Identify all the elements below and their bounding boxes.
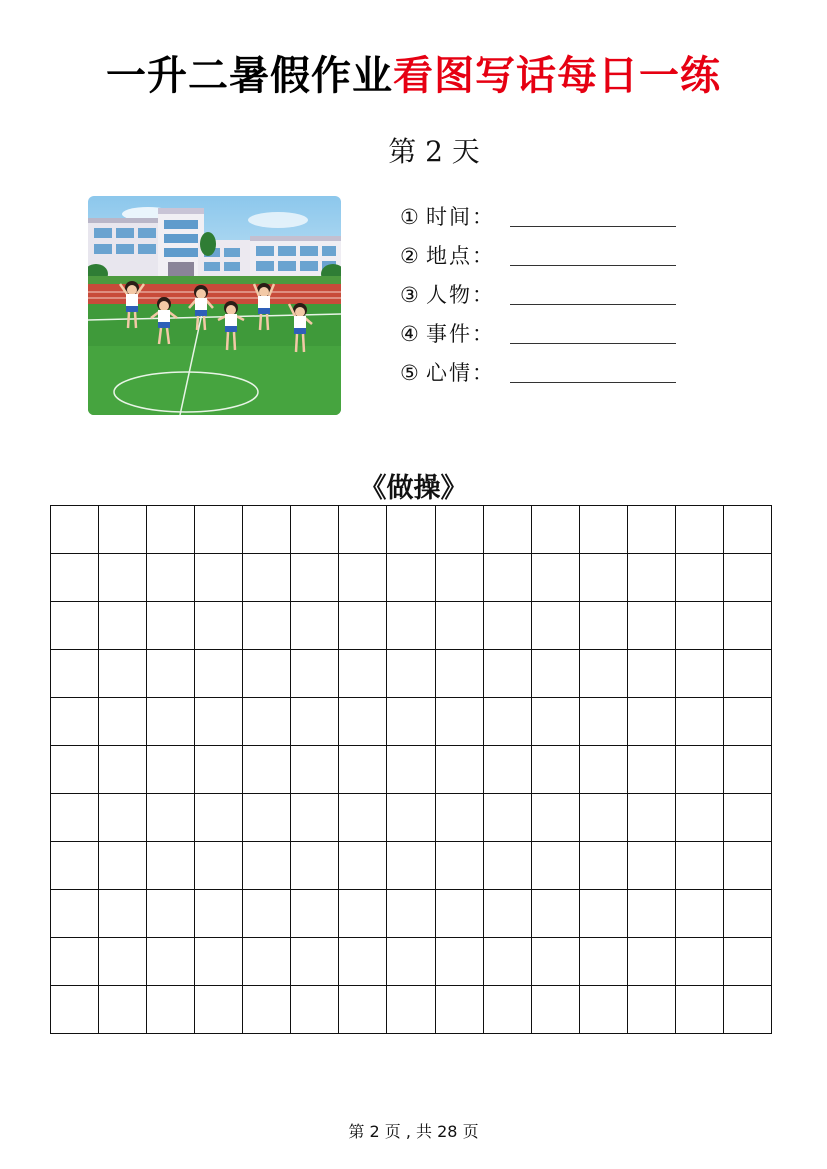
grid-cell[interactable]: [724, 842, 772, 890]
grid-cell[interactable]: [243, 986, 291, 1034]
grid-cell[interactable]: [339, 554, 387, 602]
grid-cell[interactable]: [724, 890, 772, 938]
grid-cell[interactable]: [339, 506, 387, 554]
grid-cell[interactable]: [99, 554, 147, 602]
grid-cell[interactable]: [291, 890, 339, 938]
grid-cell[interactable]: [387, 794, 435, 842]
answer-line[interactable]: [510, 343, 676, 344]
grid-cell[interactable]: [628, 746, 676, 794]
grid-cell[interactable]: [291, 554, 339, 602]
grid-cell[interactable]: [724, 986, 772, 1034]
grid-cell[interactable]: [195, 506, 243, 554]
grid-cell[interactable]: [243, 650, 291, 698]
grid-cell[interactable]: [51, 602, 99, 650]
grid-cell[interactable]: [436, 938, 484, 986]
grid-cell[interactable]: [243, 506, 291, 554]
grid-cell[interactable]: [436, 554, 484, 602]
grid-cell[interactable]: [51, 554, 99, 602]
grid-cell[interactable]: [532, 890, 580, 938]
children-doing-exercises-illustration: [88, 196, 341, 415]
grid-cell[interactable]: [387, 602, 435, 650]
grid-cell[interactable]: [195, 698, 243, 746]
grid-cell[interactable]: [339, 650, 387, 698]
grid-cell[interactable]: [387, 698, 435, 746]
question-mood: [400, 354, 700, 393]
grid-cell[interactable]: [724, 554, 772, 602]
grid-cell[interactable]: [99, 602, 147, 650]
grid-cell[interactable]: [532, 986, 580, 1034]
grid-cell[interactable]: [484, 938, 532, 986]
grid-cell[interactable]: [436, 506, 484, 554]
grid-cell[interactable]: [724, 506, 772, 554]
grid-cell[interactable]: [147, 890, 195, 938]
grid-cell[interactable]: [291, 842, 339, 890]
grid-cell[interactable]: [580, 602, 628, 650]
grid-cell[interactable]: [484, 986, 532, 1034]
grid-cell[interactable]: [339, 938, 387, 986]
grid-cell[interactable]: [291, 602, 339, 650]
question-label: 事件：: [426, 322, 495, 346]
grid-cell[interactable]: [484, 746, 532, 794]
grid-cell[interactable]: [147, 986, 195, 1034]
grid-cell[interactable]: [436, 650, 484, 698]
question-number: ⑤: [400, 361, 419, 385]
grid-cell[interactable]: [436, 602, 484, 650]
grid-cell[interactable]: [484, 506, 532, 554]
grid-cell[interactable]: [243, 602, 291, 650]
grid-cell[interactable]: [676, 746, 724, 794]
grid-cell[interactable]: [676, 554, 724, 602]
question-number: ①: [400, 205, 419, 229]
grid-cell[interactable]: [339, 698, 387, 746]
grid-cell[interactable]: [724, 650, 772, 698]
grid-cell[interactable]: [532, 842, 580, 890]
grid-cell[interactable]: [532, 794, 580, 842]
grid-cell[interactable]: [195, 938, 243, 986]
grid-cell[interactable]: [532, 650, 580, 698]
page-footer: 第 2 页 , 共 28 页: [348, 1122, 479, 1141]
grid-cell[interactable]: [195, 746, 243, 794]
question-number: ②: [400, 244, 419, 268]
grid-cell[interactable]: [99, 938, 147, 986]
grid-cell[interactable]: [99, 506, 147, 554]
grid-cell[interactable]: [484, 842, 532, 890]
question-label: 心情：: [426, 361, 495, 385]
grid-cell[interactable]: [243, 890, 291, 938]
grid-cell[interactable]: [387, 650, 435, 698]
grid-cell[interactable]: [628, 842, 676, 890]
grid-cell[interactable]: [436, 698, 484, 746]
grid-cell[interactable]: [532, 938, 580, 986]
grid-cell[interactable]: [99, 794, 147, 842]
grid-cell[interactable]: [676, 842, 724, 890]
grid-cell[interactable]: [580, 794, 628, 842]
question-place: [400, 237, 700, 276]
grid-cell[interactable]: [147, 794, 195, 842]
grid-cell[interactable]: [387, 938, 435, 986]
grid-cell[interactable]: [99, 650, 147, 698]
grid-cell[interactable]: [484, 794, 532, 842]
grid-cell[interactable]: [99, 698, 147, 746]
grid-cell[interactable]: [676, 650, 724, 698]
grid-cell[interactable]: [532, 698, 580, 746]
grid-cell[interactable]: [339, 602, 387, 650]
grid-cell[interactable]: [51, 986, 99, 1034]
grid-cell[interactable]: [51, 890, 99, 938]
question-label: 时间：: [426, 205, 495, 229]
grid-cell[interactable]: [243, 554, 291, 602]
question-time: [400, 198, 700, 237]
essay-title: 《做操》: [359, 473, 468, 504]
grid-cell[interactable]: [628, 602, 676, 650]
grid-cell[interactable]: [339, 842, 387, 890]
grid-cell[interactable]: [628, 986, 676, 1034]
grid-cell[interactable]: [676, 794, 724, 842]
grid-cell[interactable]: [243, 938, 291, 986]
grid-cell[interactable]: [291, 938, 339, 986]
grid-cell[interactable]: [291, 986, 339, 1034]
grid-cell[interactable]: [676, 602, 724, 650]
writing-grid: [50, 505, 772, 1034]
grid-cell[interactable]: [147, 842, 195, 890]
grid-cell[interactable]: [51, 794, 99, 842]
grid-cell[interactable]: [195, 890, 243, 938]
grid-cell[interactable]: [291, 746, 339, 794]
grid-cell[interactable]: [51, 938, 99, 986]
page-title: [0, 44, 827, 101]
grid-cell[interactable]: [436, 890, 484, 938]
grid-cell[interactable]: [580, 698, 628, 746]
question-number: ④: [400, 322, 419, 346]
grid-cell[interactable]: [628, 650, 676, 698]
grid-cell[interactable]: [147, 938, 195, 986]
grid-cell[interactable]: [195, 794, 243, 842]
grid-cell[interactable]: [195, 986, 243, 1034]
grid-cell[interactable]: [484, 890, 532, 938]
grid-cell[interactable]: [339, 890, 387, 938]
grid-cell[interactable]: [580, 506, 628, 554]
grid-cell[interactable]: [532, 506, 580, 554]
grid-cell[interactable]: [243, 698, 291, 746]
grid-cell[interactable]: [676, 698, 724, 746]
grid-cell[interactable]: [436, 986, 484, 1034]
grid-cell[interactable]: [195, 842, 243, 890]
grid-cell[interactable]: [387, 506, 435, 554]
grid-cell[interactable]: [51, 650, 99, 698]
grid-cell[interactable]: [724, 698, 772, 746]
page-title-red: 看图写话每日一练: [393, 52, 721, 99]
grid-cell[interactable]: [51, 842, 99, 890]
grid-cell[interactable]: [436, 842, 484, 890]
grid-cell[interactable]: [99, 986, 147, 1034]
grid-cell[interactable]: [580, 746, 628, 794]
grid-cell[interactable]: [339, 986, 387, 1034]
grid-cell[interactable]: [387, 986, 435, 1034]
page-title-black: 一升二暑假作业: [106, 52, 393, 99]
grid-cell[interactable]: [147, 602, 195, 650]
grid-cell[interactable]: [580, 554, 628, 602]
question-number: ③: [400, 283, 419, 307]
grid-cell[interactable]: [291, 650, 339, 698]
grid-cell[interactable]: [147, 554, 195, 602]
grid-cell[interactable]: [532, 746, 580, 794]
grid-cell[interactable]: [243, 794, 291, 842]
answer-line[interactable]: [510, 226, 676, 227]
grid-cell[interactable]: [724, 746, 772, 794]
grid-cell[interactable]: [147, 698, 195, 746]
answer-line[interactable]: [510, 265, 676, 266]
answer-line[interactable]: [510, 304, 676, 305]
grid-cell[interactable]: [436, 794, 484, 842]
grid-cell[interactable]: [628, 890, 676, 938]
grid-cell[interactable]: [243, 746, 291, 794]
grid-cell[interactable]: [628, 698, 676, 746]
grid-cell[interactable]: [147, 506, 195, 554]
grid-cell[interactable]: [387, 842, 435, 890]
grid-cell[interactable]: [676, 506, 724, 554]
grid-cell[interactable]: [195, 602, 243, 650]
grid-cell[interactable]: [484, 554, 532, 602]
grid-cell[interactable]: [724, 602, 772, 650]
grid-cell[interactable]: [628, 794, 676, 842]
grid-cell[interactable]: [676, 986, 724, 1034]
question-label: 地点：: [426, 244, 495, 268]
day-label: 第 2 天: [388, 135, 480, 168]
grid-cell[interactable]: [580, 986, 628, 1034]
grid-cell[interactable]: [339, 746, 387, 794]
grid-cell[interactable]: [724, 794, 772, 842]
question-people: [400, 276, 700, 315]
grid-cell[interactable]: [484, 698, 532, 746]
grid-cell[interactable]: [580, 938, 628, 986]
grid-cell[interactable]: [99, 746, 147, 794]
grid-cell[interactable]: [243, 842, 291, 890]
grid-cell[interactable]: [291, 794, 339, 842]
grid-cell[interactable]: [195, 650, 243, 698]
grid-cell[interactable]: [580, 890, 628, 938]
question-label: 人物：: [426, 283, 495, 307]
answer-line[interactable]: [510, 382, 676, 383]
grid-cell[interactable]: [676, 938, 724, 986]
grid-cell[interactable]: [484, 650, 532, 698]
grid-cell[interactable]: [99, 890, 147, 938]
grid-cell[interactable]: [387, 554, 435, 602]
question-form: [400, 198, 700, 393]
grid-cell[interactable]: [195, 554, 243, 602]
grid-cell[interactable]: [147, 650, 195, 698]
grid-cell[interactable]: [51, 746, 99, 794]
grid-cell[interactable]: [339, 794, 387, 842]
grid-cell[interactable]: [99, 842, 147, 890]
grid-cell[interactable]: [436, 746, 484, 794]
grid-cell[interactable]: [580, 842, 628, 890]
grid-cell[interactable]: [387, 746, 435, 794]
grid-cell[interactable]: [387, 890, 435, 938]
grid-cell[interactable]: [51, 506, 99, 554]
grid-cell[interactable]: [628, 506, 676, 554]
grid-cell[interactable]: [628, 938, 676, 986]
grid-cell[interactable]: [532, 602, 580, 650]
grid-cell[interactable]: [676, 890, 724, 938]
grid-cell[interactable]: [291, 698, 339, 746]
grid-cell[interactable]: [291, 506, 339, 554]
grid-cell[interactable]: [724, 938, 772, 986]
grid-cell[interactable]: [628, 554, 676, 602]
grid-cell[interactable]: [51, 698, 99, 746]
grid-cell[interactable]: [484, 602, 532, 650]
grid-cell[interactable]: [532, 554, 580, 602]
grid-cell[interactable]: [147, 746, 195, 794]
grid-cell[interactable]: [580, 650, 628, 698]
question-event: [400, 315, 700, 354]
